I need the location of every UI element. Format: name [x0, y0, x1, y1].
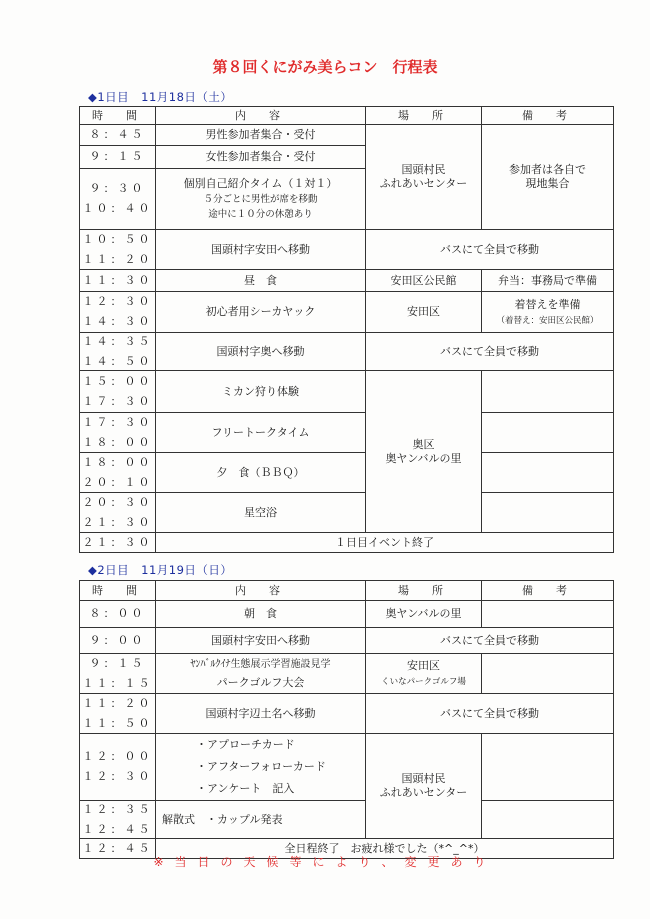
table-row — [80, 333, 614, 371]
content-cell: 昼 食 — [156, 270, 366, 292]
table-row — [80, 413, 614, 453]
content-cell: 国頭村字辺土名へ移動 — [156, 694, 366, 734]
note-cell — [482, 654, 614, 694]
end-time: １８：００ — [82, 435, 153, 449]
table-header-row — [80, 581, 614, 601]
merged-cell: バスにて全員で移動 — [366, 694, 614, 734]
content-sub: ５分ごとに男性が席を移動 — [203, 194, 318, 205]
table-row — [80, 230, 614, 270]
content-sub: パークゴルフ大会 — [216, 675, 305, 689]
end-time: ２０：１０ — [82, 475, 153, 489]
table-row — [80, 734, 614, 801]
note-cell — [482, 801, 614, 839]
note-cell — [482, 371, 614, 413]
content-cell — [156, 654, 366, 694]
merged-cell: バスにて全員で移動 — [366, 230, 614, 270]
table-row — [80, 270, 614, 292]
day2-label: ◆2日目 11月19日（日） — [88, 563, 233, 577]
content-sub: 途中に１０分の休憩あり — [208, 208, 313, 220]
merged-cell: １日目イベント終了 — [156, 533, 614, 553]
note-cell — [482, 734, 614, 801]
end-time: １２：３０ — [82, 770, 153, 783]
merged-cell: バスにて全員で移動 — [366, 628, 614, 654]
table-row — [80, 801, 614, 839]
time-cell — [80, 333, 156, 371]
place-cell: 国頭村民 ふれあいセンター — [366, 734, 482, 839]
table-row — [80, 694, 614, 734]
day2-schedule-table — [79, 580, 614, 859]
merged-cell: バスにて全員で移動 — [366, 333, 614, 371]
content-main: 個別自己紹介タイム（１対１） — [183, 177, 338, 191]
place-sub: くいなパークゴルフ場 — [381, 677, 466, 688]
place-cell: 安田区 — [366, 292, 482, 333]
table-header-row — [80, 107, 614, 125]
time-cell — [80, 292, 156, 333]
table-row — [80, 371, 614, 413]
time-cell — [80, 734, 156, 801]
note-cell — [482, 413, 614, 453]
merged-cell: 全日程終了 お疲れ様でした（*^_^*） — [156, 839, 614, 859]
time-cell — [80, 493, 156, 533]
note-cell — [482, 453, 614, 493]
end-time: ２１：３０ — [82, 515, 153, 529]
table-row — [80, 125, 614, 146]
time-cell: ９：１５ — [80, 146, 156, 169]
time-cell — [80, 371, 156, 413]
content-cell: 国頭村字安田へ移動 — [156, 230, 366, 270]
header-place: 場 所 — [366, 581, 482, 601]
note-cell — [482, 493, 614, 533]
content-cell — [156, 734, 366, 801]
table-row — [80, 453, 614, 493]
start-time: １２：３５ — [82, 802, 153, 816]
content-cell: 男性参加者集合・受付 — [156, 125, 366, 146]
footer-notice: ※当日の天候等により、変更あり — [153, 855, 497, 869]
place-main: 安田区 — [407, 659, 440, 673]
note-sub: （着替え：安田区公民館） — [496, 315, 599, 326]
list-item: ・アンケート 記入 — [196, 782, 295, 795]
content-cell: 初心者用シーカヤック — [156, 292, 366, 333]
note-cell: 弁当：事務局で準備 — [482, 270, 614, 292]
start-time: １２：００ — [82, 750, 153, 764]
table-row — [80, 292, 614, 333]
start-time: １０：５０ — [82, 232, 153, 246]
header-content: 内 容 — [156, 581, 366, 601]
time-cell: ９：００ — [80, 628, 156, 654]
time-cell: １２：４５ — [80, 839, 156, 859]
place-cell: 安田区公民館 — [366, 270, 482, 292]
table-row — [80, 654, 614, 694]
start-time: １１：２０ — [82, 696, 153, 710]
note-cell: 参加者は各自で 現地集合 — [482, 125, 614, 230]
content-cell: 朝 食 — [156, 601, 366, 628]
table-row — [80, 601, 614, 628]
time-cell — [80, 694, 156, 734]
place-cell: 奥区 奥ヤンバルの里 — [366, 371, 482, 533]
time-cell: ８：４５ — [80, 125, 156, 146]
content-cell: フリートークタイム — [156, 413, 366, 453]
start-time: １５：００ — [82, 374, 153, 388]
content-cell: 星空浴 — [156, 493, 366, 533]
content-cell: 女性参加者集合・受付 — [156, 146, 366, 169]
time-cell — [80, 801, 156, 839]
time-cell — [80, 169, 156, 230]
table-row — [80, 493, 614, 533]
day1-label: ◆1日目 11月18日（土） — [88, 90, 233, 104]
start-time: １２：３０ — [82, 295, 153, 309]
time-cell: ８：００ — [80, 601, 156, 628]
header-time: 時 間 — [80, 107, 156, 125]
time-cell — [80, 654, 156, 694]
list-item: ・アフターフォローカード — [196, 760, 326, 773]
content-cell: 国頭村字安田へ移動 — [156, 628, 366, 654]
content-main: ﾔﾝﾊﾞﾙｸｲﾅ生態展示学習施設見学 — [190, 659, 331, 671]
content-cell: 解散式 ・カップル発表 — [156, 801, 366, 839]
table-row — [80, 533, 614, 553]
place-cell: 奥ヤンバルの里 — [366, 601, 482, 628]
time-cell — [80, 230, 156, 270]
header-time: 時 間 — [80, 581, 156, 601]
place-cell: 国頭村民 ふれあいセンター — [366, 125, 482, 230]
time-cell — [80, 413, 156, 453]
time-cell — [80, 453, 156, 493]
note-cell — [482, 601, 614, 628]
content-cell — [156, 169, 366, 230]
time-cell: １１：３０ — [80, 270, 156, 292]
start-time: ２０：３０ — [82, 495, 153, 509]
end-time: １１：２０ — [82, 252, 153, 266]
note-main: 着替えを準備 — [514, 297, 581, 311]
start-time: １４：３５ — [82, 334, 153, 348]
start-time: ９：１５ — [89, 656, 146, 670]
header-note: 備 考 — [482, 581, 614, 601]
header-note: 備 考 — [482, 107, 614, 125]
end-time: １２：４５ — [82, 822, 153, 836]
end-time: １４：３０ — [82, 315, 153, 328]
end-time: １１：５０ — [82, 716, 153, 730]
start-time: ９：３０ — [89, 182, 146, 196]
page-title: 第８回くにがみ美らコン 行程表 — [212, 58, 438, 76]
content-cell: ミカン狩り体験 — [156, 371, 366, 413]
content-cell: 国頭村字奥へ移動 — [156, 333, 366, 371]
end-time: １１：１５ — [82, 676, 153, 690]
list-item: ・アプローチカード — [196, 738, 295, 751]
place-cell — [366, 654, 482, 694]
table-row — [80, 628, 614, 654]
day1-schedule-table — [79, 106, 614, 553]
content-cell: 夕 食（ＢＢＱ） — [156, 453, 366, 493]
start-time: １７：３０ — [82, 415, 153, 429]
time-cell: ２１：３０ — [80, 533, 156, 553]
end-time: １７：３０ — [82, 394, 153, 408]
note-cell — [482, 292, 614, 333]
header-place: 場 所 — [366, 107, 482, 125]
start-time: １８：００ — [82, 455, 153, 469]
end-time: １０：４０ — [82, 202, 153, 215]
end-time: １４：５０ — [82, 354, 153, 368]
header-content: 内 容 — [156, 107, 366, 125]
